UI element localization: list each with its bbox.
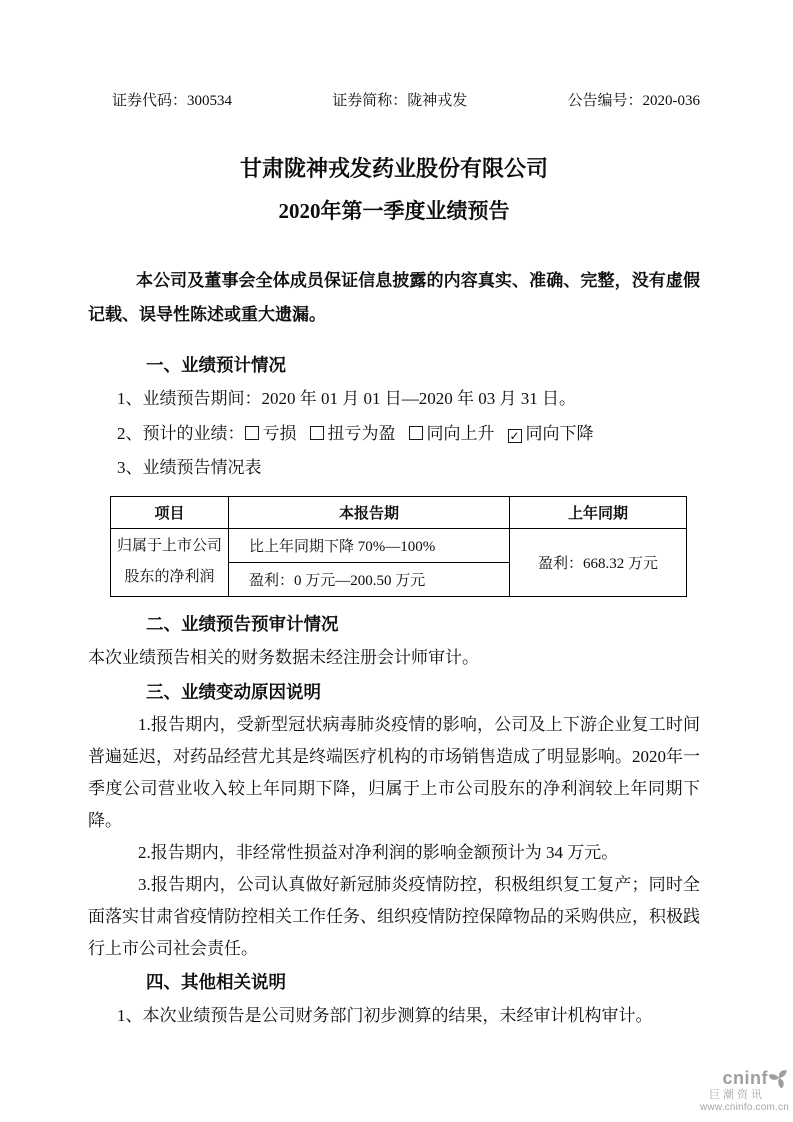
checkbox-unchecked-icon <box>310 426 324 440</box>
forecast-period-line: 1、业绩预告期间：2020 年 01 月 01 日—2020 年 03 月 31 日。 <box>117 389 576 408</box>
forecast-type-line <box>88 417 700 452</box>
net-profit-item-cell <box>111 528 229 596</box>
checkbox-unchecked-icon <box>245 426 259 440</box>
announcement-number: 公告编号：2020-036 <box>567 93 700 109</box>
checkbox-unchecked-icon <box>409 426 423 440</box>
section-1-heading: 一、业绩预计情况 <box>146 355 286 375</box>
audit-status-text: 本次业绩预告相关的财务数据未经注册会计师审计。 <box>88 647 479 667</box>
reason-paragraph-1: 1.报告期内，受新型冠状病毒肺炎疫情的影响，公司及上下游企业复工时间普遍延迟，对药品经营尤其是终端医疗机构的市场销售造成了明显影响。2020年一季度公司营业收入较上年同期下降，归属于上市公司股东的净利润较上年同期下降。 <box>88 714 700 830</box>
forecast-table <box>110 496 687 597</box>
option-loss <box>245 424 297 443</box>
section-4-heading: 四、其他相关说明 <box>146 971 286 992</box>
cninfo-url: www.cninfo.com.cn <box>700 1102 789 1113</box>
current-period-change-cell: 比上年同期下降 70%—100% <box>229 528 510 562</box>
reason-paragraph-3: 3.报告期内，公司认真做好新冠肺炎疫情防控，积极组织复工复产；同时全面落实甘肃省疫情防控相关工作任务、组织疫情防控保障物品的采购供应，积极践行上市公司社会责任。 <box>88 874 700 958</box>
forecast-table-caption: 3、业绩预告情况表 <box>117 458 262 477</box>
option-loss-label: 亏损 <box>262 423 297 443</box>
net-profit-line2: 股东的净利润 <box>124 569 215 585</box>
prior-period-profit-cell: 盈利：668.32 万元 <box>510 528 687 596</box>
table-header-row <box>111 496 687 528</box>
document-header <box>88 92 700 110</box>
section-3-heading: 三、业绩变动原因说明 <box>146 681 321 702</box>
forecast-type-label: 2、预计的业绩： <box>117 423 245 443</box>
disclaimer-statement: 本公司及董事会全体成员保证信息披露的内容真实、准确、完整，没有虚假记载、误导性陈述或重大遗漏。 <box>88 271 700 324</box>
cninfo-watermark <box>700 1068 789 1114</box>
header-item: 项目 <box>111 496 229 528</box>
report-title: 2020年第一季度业绩预告 <box>278 199 510 223</box>
option-same-direction-up <box>409 424 495 443</box>
option-down-label: 同向下降 <box>525 423 594 443</box>
cninfo-brand-row <box>700 1068 789 1088</box>
reason-paragraph-2: 2.报告期内，非经常性损益对净利润的影响金额预计为 34 万元。 <box>138 842 619 862</box>
option-up-label: 同向上升 <box>426 423 495 443</box>
other-note-line: 1、本次业绩预告是公司财务部门初步测算的结果，未经审计机构审计。 <box>117 1005 653 1025</box>
cninfo-chinese-name: 巨潮资讯 <box>709 1089 765 1101</box>
cninfo-brand-text: cninf <box>722 1068 768 1088</box>
checkbox-checked-icon: ✓ <box>509 428 520 443</box>
cninfo-logo-icon <box>769 1068 789 1088</box>
table-row <box>111 528 687 562</box>
header-current-period: 本报告期 <box>229 496 510 528</box>
stock-code: 证券代码：300534 <box>112 93 233 109</box>
current-period-profit-cell: 盈利：0 万元—200.50 万元 <box>229 562 510 596</box>
header-prior-period: 上年同期 <box>510 496 687 528</box>
section-2-heading: 二、业绩预告预审计情况 <box>146 613 339 634</box>
net-profit-line1: 归属于上市公司 <box>116 538 222 554</box>
option-turn-profit-label: 扭亏为盈 <box>327 423 396 443</box>
stock-short-name: 证券简称：陇神戎发 <box>332 93 468 109</box>
option-turn-profit <box>310 424 396 443</box>
option-same-direction-down <box>508 424 594 443</box>
company-name-title: 甘肃陇神戎发药业股份有限公司 <box>239 156 548 181</box>
